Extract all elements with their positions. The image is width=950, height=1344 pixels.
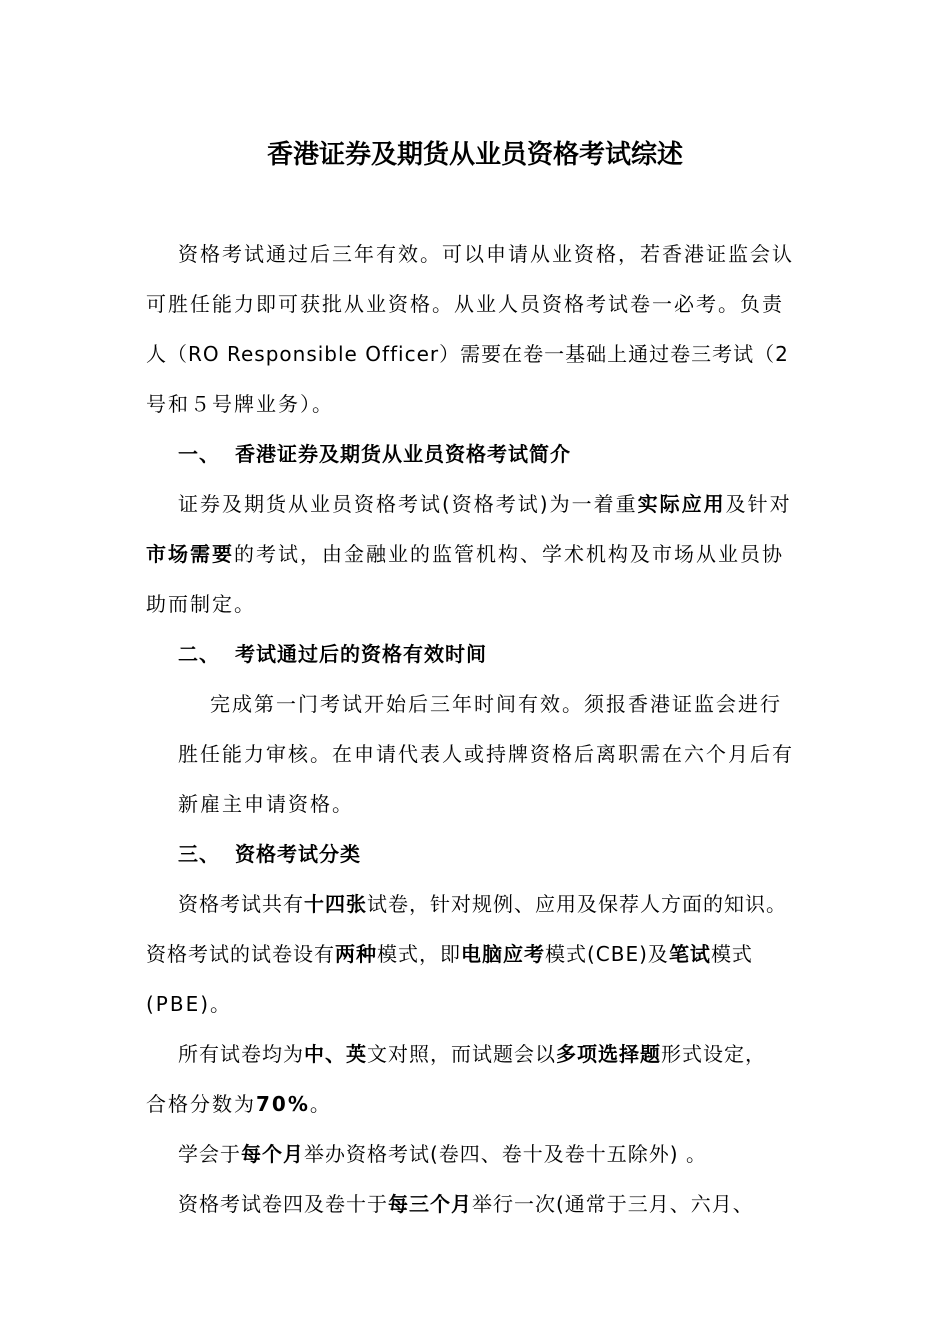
section-1-line-2 [146, 538, 784, 567]
text-run: 举办资格考试(卷四、卷十及卷十五除外) 。 [304, 1142, 707, 1166]
text-run: 文对照，而试题会以 [367, 1042, 556, 1066]
section-3-heading [178, 838, 361, 867]
section-1-line-1 [178, 488, 792, 517]
emphasis-run: 每三个月 [388, 1192, 472, 1216]
section-3-p1-line-2 [146, 938, 753, 967]
text-run: 学会于 [178, 1142, 241, 1166]
text-run: 资格考试卷四及卷十于 [178, 1192, 388, 1216]
section-1-line-3: 助而制定。 [146, 592, 256, 616]
emphasis-run: 多项选择题 [556, 1042, 661, 1066]
emphasis-run: 市场需要 [146, 542, 234, 566]
emphasis-run: 电脑应考 [461, 942, 545, 966]
section-2-line-3: 新雇主申请资格。 [178, 792, 354, 816]
emphasis-run: 每个月 [241, 1142, 304, 1166]
section-3-p3 [178, 1138, 707, 1167]
section-3-p4 [178, 1188, 754, 1217]
section-3-p1-line-1 [178, 888, 787, 917]
text-run: 及针对 [725, 492, 792, 516]
section-3-number: 三、 [178, 842, 220, 866]
section-2-number: 二、 [178, 642, 220, 666]
intro-line-4: 号和５号牌业务）。 [146, 392, 334, 416]
emphasis-run: 笔试 [668, 942, 711, 966]
text-run: 。 [309, 1092, 332, 1116]
text-run: 的考试，由金融业的监管机构、学术机构及市场从业员协 [234, 542, 784, 566]
section-3-p2-line-2 [146, 1088, 332, 1117]
emphasis-run: 两种 [335, 942, 377, 966]
section-1-number: 一、 [178, 442, 220, 466]
intro-line-2: 可胜任能力即可获批从业资格。从业人员资格考试卷一必考。负责 [146, 292, 784, 316]
section-2-title: 考试通过后的资格有效时间 [235, 642, 487, 666]
text-run: 模式 [710, 942, 753, 966]
emphasis-run: 实际应用 [637, 492, 726, 516]
text-run: 资格考试的试卷设有 [146, 942, 335, 966]
text-run: 模式，即 [377, 942, 461, 966]
section-2-line-2: 胜任能力审核。在申请代表人或持牌资格后离职需在六个月后有 [178, 742, 794, 766]
text-run: 资格考试共有 [178, 892, 304, 916]
text-run: 所有试卷均为 [178, 1042, 304, 1066]
emphasis-run: 十四张 [304, 892, 367, 916]
emphasis-run: 70% [256, 1092, 310, 1116]
text-run: 举行一次(通常于三月、六月、 [472, 1192, 754, 1216]
section-1-heading [178, 438, 571, 467]
section-1-title: 香港证券及期货从业员资格考试简介 [235, 442, 571, 466]
section-3-p2-line-1 [178, 1038, 766, 1067]
text-run: 证券及期货从业员资格考试(资格考试)为一着重 [178, 492, 638, 516]
emphasis-run: 中、英 [304, 1042, 367, 1066]
text-run: 合格分数为 [146, 1092, 256, 1116]
text-run: 形式设定， [661, 1042, 766, 1066]
section-2-heading [178, 638, 487, 667]
text-run: 试卷，针对规例、应用及保荐人方面的知识。 [367, 892, 787, 916]
intro-line-1: 资格考试通过后三年有效。可以申请从业资格，若香港证监会认 [178, 242, 794, 266]
document-title: 香港证券及期货从业员资格考试综述 [266, 140, 683, 170]
section-2-line-1: 完成第一门考试开始后三年时间有效。须报香港证监会进行 [210, 692, 782, 716]
section-3-title: 资格考试分类 [235, 842, 361, 866]
intro-line-3: 人（RO Responsible Officer）需要在卷一基础上通过卷三考试（2 [146, 342, 789, 366]
section-3-p1-line-3: (PBE)。 [146, 992, 233, 1016]
text-run: 模式(CBE)及 [545, 942, 669, 966]
